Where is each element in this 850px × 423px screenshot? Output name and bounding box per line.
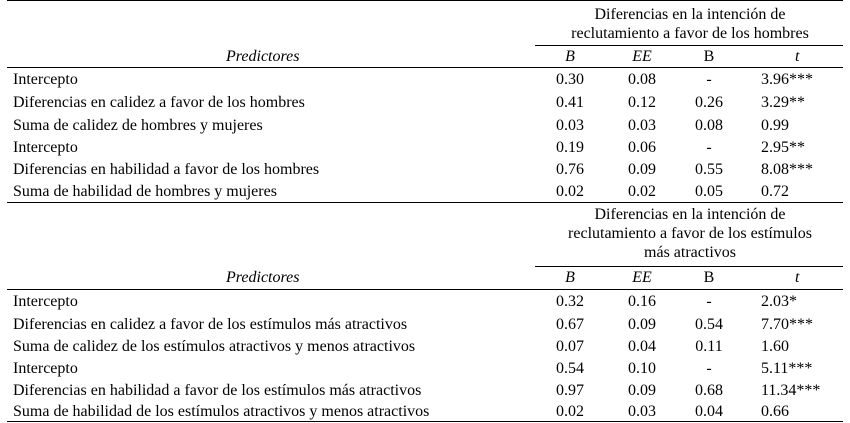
cell-beta: - — [706, 293, 712, 310]
cell-b: 0.30 — [556, 71, 584, 88]
row-label: Suma de habilidad de los estímulos atractivos y menos atractivos — [13, 403, 430, 420]
column-header-rule — [7, 289, 843, 290]
predictors-label: Predictores — [226, 48, 300, 65]
cell-ee: 0.06 — [628, 139, 656, 156]
cell-t: 0.99 — [761, 117, 789, 134]
cell-b: 0.97 — [556, 382, 584, 399]
cell-t: 2.03* — [761, 293, 797, 310]
group-header-line-2: reclutamiento a favor de los estímulos — [568, 225, 812, 242]
cell-ee: 0.09 — [628, 161, 656, 178]
bottom-rule — [7, 421, 843, 422]
row-label: Diferencias en habilidad a favor de los estímulos más atractivos — [13, 382, 422, 399]
row-label: Intercepto — [13, 139, 78, 156]
cell-b: 0.54 — [556, 360, 584, 377]
cell-b: 0.07 — [556, 338, 584, 355]
cell-beta: - — [706, 360, 712, 377]
row-label: Diferencias en calidez a favor de los hombres — [13, 94, 305, 111]
cell-beta: 0.04 — [695, 403, 723, 420]
cell-t: 8.08*** — [761, 161, 813, 178]
cell-b: 0.41 — [556, 94, 584, 111]
row-label: Intercepto — [13, 360, 78, 377]
top-rule — [7, 0, 843, 1]
cell-b: 0.67 — [556, 316, 584, 333]
group-header-line-3: más atractivos — [644, 244, 736, 261]
col-header-beta: Β — [703, 269, 715, 286]
cell-ee: 0.04 — [628, 338, 656, 355]
group-header-line-2: reclutamiento a favor de los hombres — [571, 25, 809, 42]
cell-t: 1.60 — [761, 338, 789, 355]
col-header-b: B — [565, 48, 575, 65]
cell-b: 0.19 — [556, 139, 584, 156]
cell-ee: 0.03 — [628, 117, 656, 134]
cell-b: 0.02 — [556, 403, 584, 420]
cell-t: 11.34*** — [761, 382, 821, 399]
cell-b: 0.03 — [556, 117, 584, 134]
col-header-beta: Β — [703, 48, 715, 65]
cell-ee: 0.10 — [628, 360, 656, 377]
cell-t: 3.29** — [761, 94, 805, 111]
cell-beta: 0.05 — [695, 183, 723, 200]
predictors-label: Predictores — [226, 269, 300, 286]
cell-b: 0.32 — [556, 293, 584, 310]
cell-ee: 0.12 — [628, 94, 656, 111]
cell-t: 5.11*** — [761, 360, 813, 377]
group-header-line-1: Diferencias en la intención de — [594, 6, 786, 23]
row-label: Diferencias en habilidad a favor de los hombres — [13, 161, 320, 178]
cell-beta: 0.54 — [695, 316, 723, 333]
cell-t: 2.95** — [761, 139, 805, 156]
row-label: Diferencias en calidez a favor de los estímulos más atractivos — [13, 316, 408, 333]
cell-ee: 0.02 — [628, 183, 656, 200]
row-label: Suma de calidez de hombres y mujeres — [13, 117, 263, 134]
col-header-ee: EE — [632, 48, 652, 65]
cell-b: 0.02 — [556, 183, 584, 200]
group-header-rule — [535, 266, 843, 267]
cell-beta: 0.11 — [695, 338, 723, 355]
cell-b: 0.76 — [556, 161, 584, 178]
cell-beta: - — [706, 71, 712, 88]
col-header-ee: EE — [632, 269, 652, 286]
row-label: Suma de calidez de los estímulos atractivos y menos atractivos — [13, 338, 416, 355]
cell-beta: 0.55 — [695, 161, 723, 178]
cell-ee: 0.08 — [628, 71, 656, 88]
cell-t: 0.72 — [761, 183, 789, 200]
cell-ee: 0.03 — [628, 403, 656, 420]
section-divider-rule — [7, 202, 843, 203]
group-header-rule — [535, 45, 843, 46]
row-label: Suma de habilidad de hombres y mujeres — [13, 183, 277, 200]
cell-beta: 0.68 — [695, 382, 723, 399]
col-header-t: t — [795, 269, 800, 286]
group-header-line-1: Diferencias en la intención de — [594, 206, 786, 223]
cell-t: 3.96*** — [761, 71, 813, 88]
row-label: Intercepto — [13, 71, 78, 88]
col-header-t: t — [795, 48, 800, 65]
cell-t: 0.66 — [761, 403, 789, 420]
cell-beta: 0.26 — [695, 94, 723, 111]
cell-ee: 0.09 — [628, 316, 656, 333]
cell-t: 7.70*** — [761, 316, 813, 333]
cell-beta: - — [706, 139, 712, 156]
column-header-rule — [7, 67, 843, 68]
cell-ee: 0.16 — [628, 293, 656, 310]
cell-ee: 0.09 — [628, 382, 656, 399]
cell-beta: 0.08 — [695, 117, 723, 134]
row-label: Intercepto — [13, 293, 78, 310]
col-header-b: B — [565, 269, 575, 286]
